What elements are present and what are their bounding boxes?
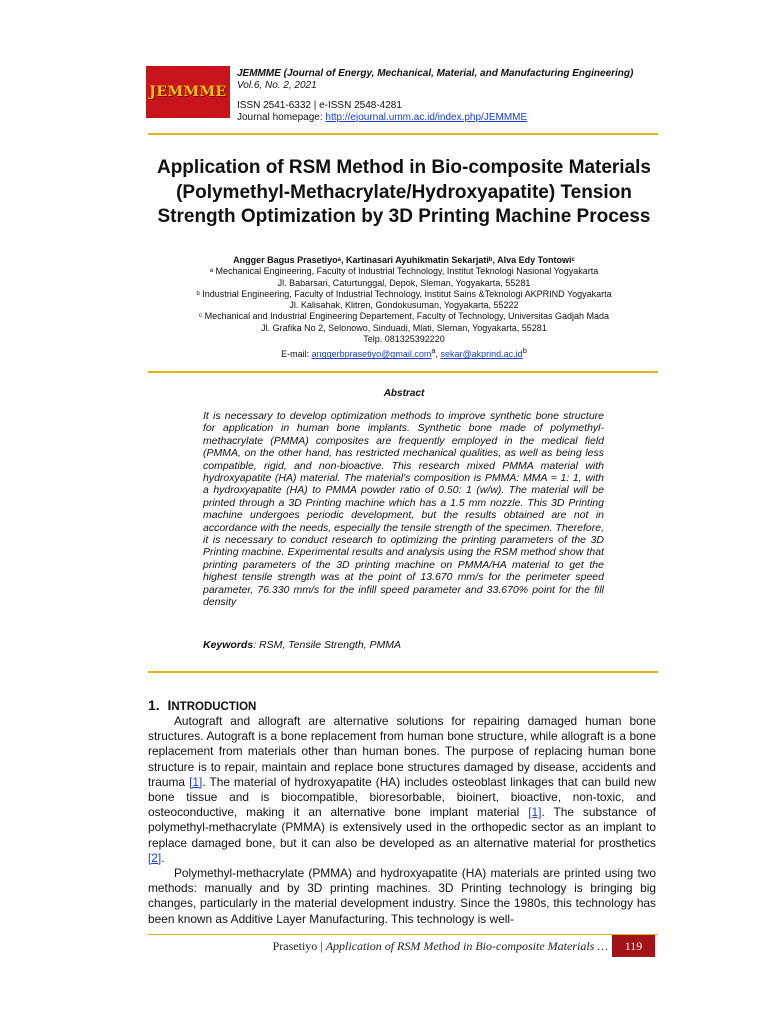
homepage-label: Journal homepage: (237, 111, 326, 123)
affiliation-phone: Telp. 081325392220 (363, 334, 445, 345)
journal-header (237, 68, 667, 123)
paragraph-text: . (161, 850, 165, 865)
journal-issn: ISSN 2541-6332 | e-ISSN 2548-4281 (237, 100, 402, 111)
email-sup-1: a (431, 346, 436, 356)
citation-link[interactable]: [2] (148, 850, 162, 865)
paragraph-text: . The substance of polymethyl-methacrylate (PMMA) is extensively used in the orthopedic sector as an implant to replace damaged bone, but it can also be developed as an alternative material for prosthetics (148, 805, 656, 850)
affiliation-line: ᶜ Mechanical and Industrial Engineering Departement, Faculty of Technology, Universitas Gadjah Mada (198, 311, 610, 322)
section-title-initial: I (167, 697, 172, 713)
author-divider (148, 371, 658, 373)
email-link-1[interactable]: anggerbprasetiyo@gmail.com (311, 349, 432, 360)
header-divider (148, 133, 658, 135)
paragraph (148, 714, 656, 866)
email-link-2[interactable]: sekar@akprind.ac.id (440, 349, 523, 360)
page-number: 119 (624, 938, 643, 953)
email-label: E-mail: (281, 349, 312, 360)
page-number-badge (612, 935, 655, 957)
journal-logo (146, 66, 230, 118)
homepage-link[interactable]: http://ejournal.umm.ac.id/index.php/JEMMME (325, 111, 528, 123)
email-separator: , (435, 349, 441, 360)
abstract-text: It is necessary to develop optimization methods to improve synthetic bone structure for application in human bone implants. Synthetic bone made of polymethyl-methacrylate (PMMA) composites are frequently employed in the medical field (PMMA, on the other hand, has restricted mechanical qualities, as well as being less compatible, rigid, and non-bioactive. This research mixed PMMA material with hydroxyapatite (HA) material. The material's composition is PMMA: MMA = 1: 1, with a hydroxyapatite (HA) to PMMA powder ratio of 0.50: 1 (w/w). The material will be printed through a 3D Printing machine which has a 1.5 mm nozzle. This 3D Printing machine undergoes periodic development, but the results obtained are not in accordance with the needs, especially the tensile strength of the specimen. Therefore, it is necessary to conduct research to optimizing the printing parameters of the 3D Printing machine. Experimental results and analysis using the RSM method show that printing parameters of the 3D printing machine on PMMA/HA material to get the highest tensile strength was at the point of 13.670 mm/s for the perimeter speed parameter, 76.330 mm/s for the infill speed parameter and 33.670% point for the fill density (203, 410, 604, 609)
section-title-rest: NTRODUCTION (171, 701, 257, 713)
keywords-line (203, 639, 604, 651)
abstract-divider (148, 671, 658, 673)
abstract-heading: Abstract (383, 388, 425, 399)
email-sup-2: b (522, 346, 527, 356)
paragraph-text: Autograft and allograft are alternative solutions for repairing damaged human bone structures. Autograft is a bone replacement from human bone structure, while allograft is a bone replacement from materials other than human bones. The purpose of replacing human bone structure is to repair, maintain and replace bone structures damaged by disease, accidents and trauma (148, 714, 656, 789)
section-number: 1. (148, 697, 160, 713)
citation-link[interactable]: [1] (189, 774, 203, 789)
journal-volume: Vol.6, No. 2, 2021 (237, 79, 317, 91)
affiliation-line: ᵇ Industrial Engineering, Faculty of Industrial Technology, Institut Sains &Teknologi AKPRIND Yogyakarta (196, 288, 612, 299)
keywords-label: Keywords (203, 639, 254, 651)
affiliation-line: Jl. Grafika No 2, Selonowo, Sinduadi, Mlati, Sleman, Yogyakarta, 55281 (261, 322, 547, 333)
keywords-values: : RSM, Tensile Strength, PMMA (253, 639, 402, 651)
footer-divider (148, 934, 658, 935)
author-names: Angger Bagus Prasetiyoᵃ, Kartinasari Ayuhikmatin Sekarjatiᵇ, Alva Edy Tontowiᶜ (233, 255, 575, 265)
affiliation-line: ᵃ Mechanical Engineering, Faculty of Industrial Technology, Institut Teknologi Nasional Yogyakarta (209, 266, 599, 277)
author-block (140, 255, 668, 361)
paper-title: Application of RSM Method in Bio-composite Materials (Polymethyl-Methacrylate/Hydroxyapatite) Tension Strength Optimization by 3D Printing Machine Process (156, 157, 652, 227)
journal-homepage (237, 112, 667, 124)
body-text (148, 714, 656, 927)
footer-short-title: Application of RSM Method in Bio-composite Materials … (325, 939, 608, 953)
section-heading (148, 697, 256, 713)
footer-separator: | (317, 939, 326, 953)
paragraph: Polymethyl-methacrylate (PMMA) and hydroxyapatite (HA) materials are printed using two methods: manually and by 3D printing machines. 3D Printing technology is bringing big changes, particularly in the material development industry. Since the 1980s, this technology has been known as Additive Layer Manufacturing. This technology is well- (148, 866, 656, 926)
journal-title: JEMMME (Journal of Energy, Mechanical, Material, and Manufacturing Engineering) (237, 68, 634, 79)
citation-link[interactable]: [1] (528, 805, 542, 820)
affiliation-line: Jl. Babarsari, Caturtunggal, Depok, Sleman, Yogyakarta, 55281 (277, 277, 531, 288)
running-footer (273, 939, 608, 954)
footer-author: Prasetiyo (272, 939, 318, 953)
affiliation-line: Jl. Kalisahak, Klitren, Gondokusuman, Yogyakarta, 55222 (289, 300, 519, 311)
logo-text: JEMMME (149, 84, 227, 100)
email-line (140, 345, 668, 360)
paragraph-text: . The material of hydroxyapatite (HA) includes osteoblast linkages that can build new bone tissue and is biocompatible, bioresorbable, bioinert, bioactive, non-toxic, and osteoconductive, making it an alternative bone implant material (148, 774, 656, 820)
